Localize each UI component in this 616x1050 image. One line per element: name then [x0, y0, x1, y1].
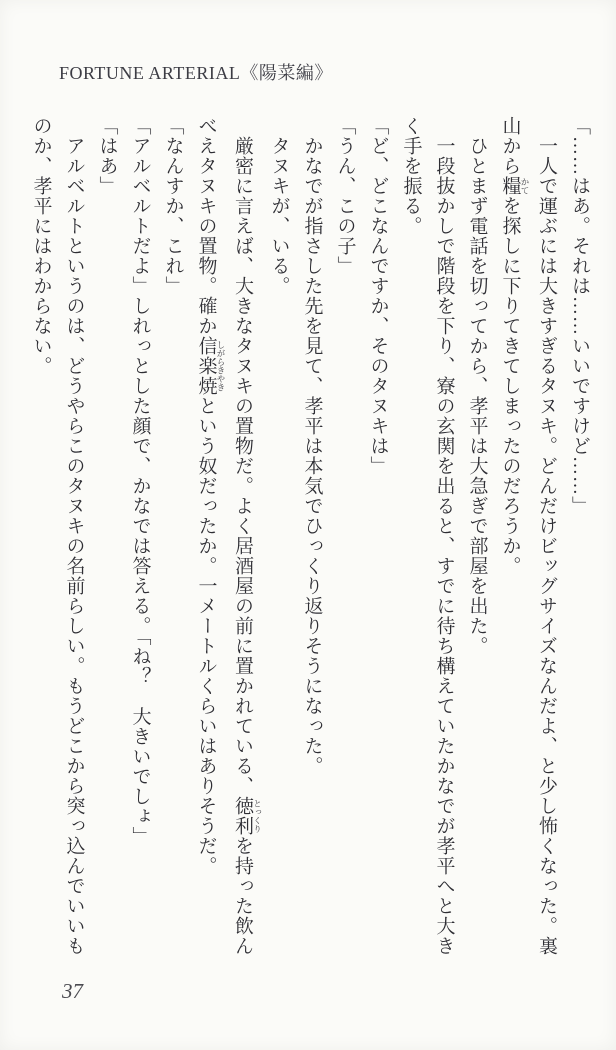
- text-line: かなでが指さした先を見て、孝平は本気でひっくり返りそうになった。: [301, 116, 323, 776]
- text-line: べえタヌキの置物。確か信楽焼 しがらきやきという奴だったか。一メートルくらいはありそうだ。: [195, 116, 226, 876]
- text-line: のか、孝平にはわからない。: [30, 116, 52, 376]
- text-line: タヌキが、いる。: [268, 116, 290, 296]
- text-line: 山から糧 かてを探しに下りてきてしまったのだろうか。: [499, 116, 530, 576]
- text-line: 一段抜かしで階段を下り、寮の玄関を出ると、すでに待ち構えていたかなでが孝平へと大き: [433, 116, 455, 956]
- text-line: 一人で運ぶには大きすぎるタヌキ。どんだけビッグサイズなんだよ、と少し怖くなった。裏: [536, 116, 557, 956]
- text-line: ひとまず電話を切ってから、孝平は大急ぎで部屋を出た。: [466, 116, 488, 656]
- text-line: 「アルベルトだよ」しれっとした顔で、かなでは答える。「ね？ 大きいでしょ」: [129, 116, 151, 847]
- page-header-title: FORTUNE ARTERIAL《陽菜編》: [59, 63, 333, 83]
- text-line: 「うん、この子」: [334, 116, 356, 276]
- text-line: 「ど、どこなんですか、そのタヌキは」: [367, 116, 389, 476]
- ruby-annotated-word: 糧 かて: [499, 176, 530, 196]
- text-line: アルベルトというのは、どうやらこのタヌキの名前らしい。もうどこから突っ込んでいいも: [63, 116, 85, 956]
- text-line: く手を振る。: [400, 116, 422, 236]
- page-number: 37: [62, 979, 83, 1003]
- ruby-annotated-word: 徳利 とっくり: [232, 796, 263, 836]
- text-line: 厳密に言えば、大きなタヌキの置物だ。よく居酒屋の前に置かれている、徳利 とっくりを持った飲ん: [232, 116, 263, 956]
- text-line: 「はあ」: [96, 116, 118, 196]
- text-line: 「なんすか、これ」: [162, 116, 184, 296]
- text-line: 「……はあ。それは……いいですけど……」: [569, 116, 590, 516]
- ruby-annotated-word: 信楽焼 しがらきやき: [195, 336, 226, 396]
- text-column-container: [30, 116, 596, 972]
